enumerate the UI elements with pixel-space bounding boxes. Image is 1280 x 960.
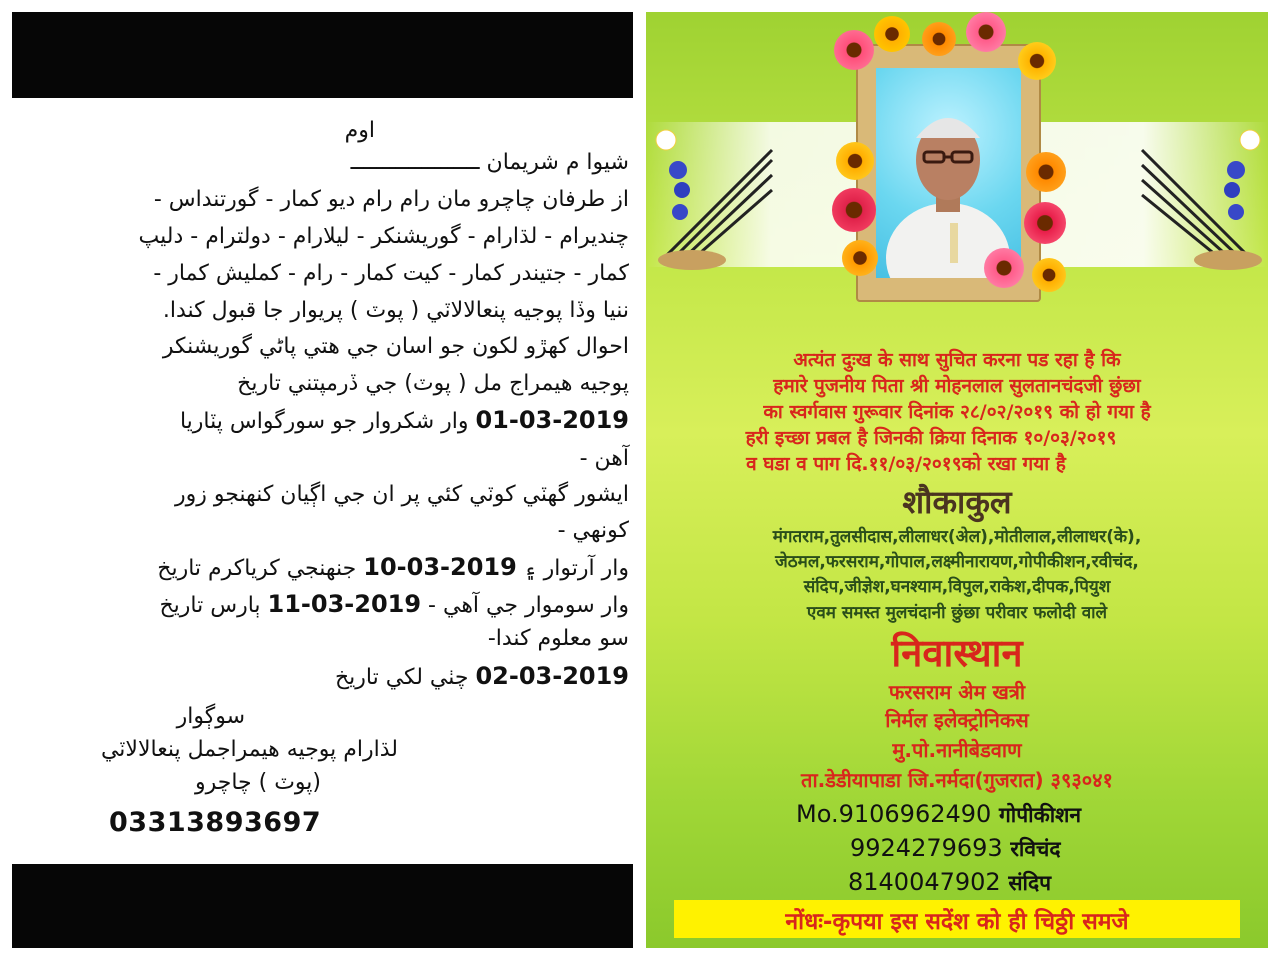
address-line-2: निर्मल इलेक्ट्रोनिकस [885, 708, 1029, 732]
text-line-10: ايشور گهٽي كوٽي كئي پر ان جي اڳيان كنهنجو زور [174, 482, 629, 507]
date-ritual: 10-03-2019 [363, 553, 517, 581]
notice-line-5: व घडा व पाग दि.११/०३/२०१९को रखा गया है [746, 453, 1066, 475]
phone-contact-name: गोपीकीशन [998, 803, 1082, 827]
text-line-15-prefix: چٺي لكي تاريخ [334, 665, 469, 690]
notice-line-2: हमारे पुजनीय पिता श्री मोहनलाल सुलतानचंदजी छुंछा [773, 375, 1141, 397]
family-line-2: जेठमल,फरसराम,गोपाल,लक्ष्मीनारायण,गोपीकीशन,रवीचंद, [775, 552, 1139, 572]
text-line-12-suffix: وار آرتوار ۽ [523, 556, 629, 581]
family-line-1: मंगतराम,तुलसीदास,लीलाधर(अेल),मोतीलाल,लीलाधर(के), [772, 527, 1142, 547]
text-line-9: آهن - [579, 446, 629, 471]
top-black-bar [12, 12, 633, 98]
text-line-4: كمار - جتيندر كمار - كيت كمار - رام - كمليش كمار - [153, 261, 629, 286]
shokakul-heading: शौकाकुल [902, 483, 1012, 521]
flower-icon [1026, 152, 1066, 192]
text-line-13-suffix: وار سوموار جي آهي - [428, 593, 629, 618]
text-line-14: سو معلوم كندا- [487, 626, 629, 651]
phone-number: Mo.9106962490 [796, 800, 992, 828]
phone-contact-name: रविचंद [1010, 837, 1061, 861]
sindhi-notice-panel [12, 12, 633, 948]
signature-line-2: (پوٽ ) چاچرو [194, 770, 321, 795]
flower-icon [842, 240, 878, 276]
text-line-1: شيوا م شريمان ــــــــــــــــــــ [350, 150, 629, 175]
phone-entry-1 [796, 800, 1081, 829]
text-line-2: از طرفان چاچرو مان رام رام ديو كمار - گورتنداس - [153, 187, 629, 212]
notice-line-4: हरी इच्छा प्रबल है जिनकी क्रिया दिनाक १०/०३/२०१९ [745, 427, 1117, 449]
residence-heading: निवास्थान [891, 631, 1023, 675]
address-line-3: मु.पो.नानीबेडवाण [892, 738, 1022, 762]
text-line-13-prefix: ٻارس تاريخ [159, 593, 261, 618]
text-line-6: احوال كهڙو لكون جو اسان جي هتي پاڻي گوريشنكر [162, 334, 629, 359]
address-line-1: फरसराम अेम खत्री [888, 680, 1026, 704]
portrait-photo [876, 68, 1021, 278]
phone-number: 8140047902 [848, 868, 1001, 896]
text-line-11: كونهي - [557, 518, 629, 543]
flower-icon [922, 22, 956, 56]
phone-entry-3 [848, 868, 1051, 897]
incense-left-icon [652, 120, 782, 270]
flower-icon [874, 16, 910, 52]
om-title: اوم [344, 118, 375, 143]
contact-phone: 03313893697 [109, 807, 322, 838]
text-line-5: ننيا وڏا پوجيه پنعالالاٽي ( پوٽ ) پريوار جا قبول كندا. [162, 298, 629, 323]
flower-icon [834, 30, 874, 70]
note-text: नोंधः-कृपया इस सदेंश को ही चिठ्ठी समजे [785, 909, 1129, 935]
text-line-7: پوجيه هيمراج مل ( پوٽ) جي ڏرمپتني تاريخ [237, 371, 629, 396]
text-line-15 [335, 664, 629, 689]
phone-contact-name: संदिप [1008, 871, 1052, 895]
phone-entry-2 [850, 834, 1061, 863]
flower-icon [1032, 258, 1066, 292]
incense-right-icon [1132, 120, 1266, 270]
text-line-13 [159, 592, 629, 617]
elderly-man-portrait-icon [876, 68, 1021, 278]
signature-line-1: لڌارام پوجيه هيمراجمل پنعالالاٽي [100, 737, 398, 762]
text-line-8-words: وار شكروار جو سورگواس پٽاريا [179, 409, 469, 434]
phone-number: 9924279693 [850, 834, 1003, 862]
date-barsi: 11-03-2019 [267, 590, 422, 618]
date-death: 01-03-2019 [475, 406, 629, 434]
text-line-3: چنديرام - لڌارام - گوريشنكر - ليلارام - دولترام - دليپ [138, 224, 629, 249]
signoff: سوڳوار [176, 704, 245, 729]
family-line-4: एवम समस्त मुलचंदानी छुंछा परीवार फलोदी वाले [806, 603, 1108, 623]
text-line-12 [157, 555, 629, 580]
family-line-3: संदिप,जीज्ञेश,घनश्याम,विपुल,राकेश,दीपक,पियुश [803, 577, 1111, 597]
notice-line-1: अत्यंत दुःख के साथ सुचित करना पड रहा है कि [793, 349, 1121, 371]
hindi-notice-panel [646, 12, 1268, 948]
flower-icon [984, 248, 1024, 288]
flower-icon [1024, 202, 1066, 244]
flower-icon [1018, 42, 1056, 80]
notice-line-3: का स्वर्गवास गुरूवार दिनांक २८/०२/२०१९ को हो गया है [763, 401, 1151, 423]
flower-icon [832, 188, 876, 232]
bottom-black-bar [12, 864, 633, 948]
date-letter: 02-03-2019 [475, 662, 629, 690]
address-line-4: ता.डेडीयापाडा जि.नर्मदा(गुजरात) ३९३०४१ [801, 768, 1113, 792]
flower-icon [966, 12, 1006, 52]
text-line-8 [180, 408, 629, 433]
flower-icon [836, 142, 874, 180]
text-line-12-prefix: جنهنجي كرياكرم تاريخ [157, 556, 357, 581]
